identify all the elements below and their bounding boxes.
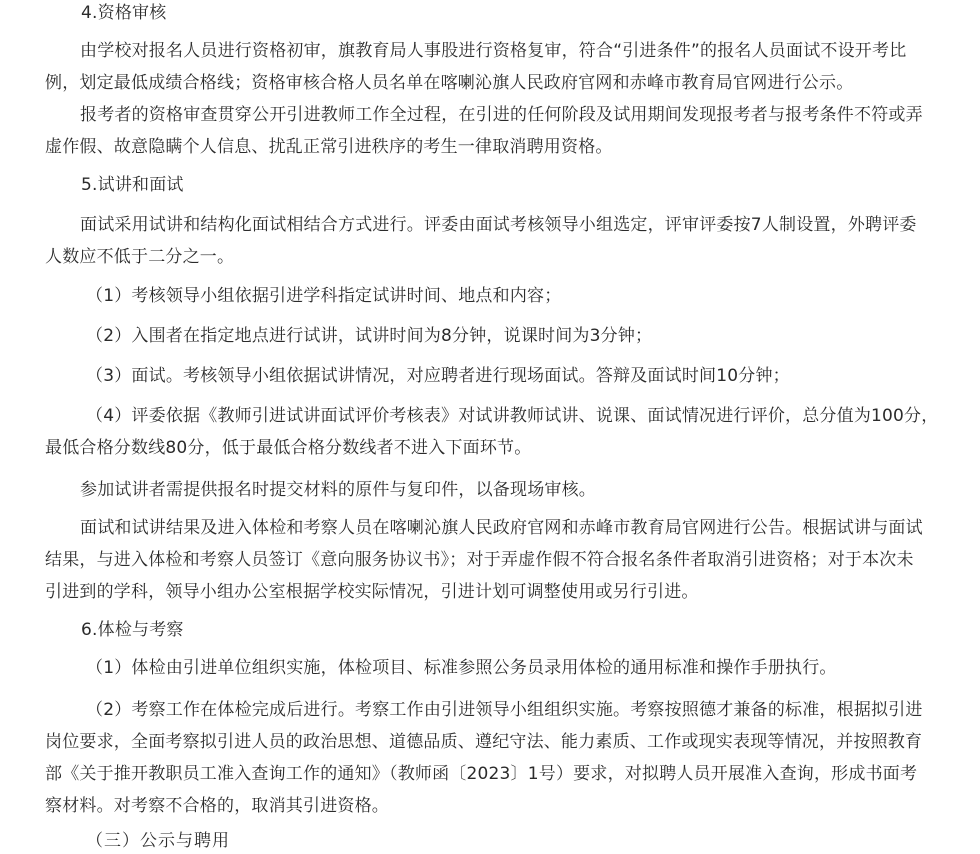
section-4-heading: 4.资格审核 [81, 3, 167, 23]
list-item: （4）评委依据《教师引进试讲面试评价考核表》对试讲教师试讲、说课、面试情况进行评价，总分值为100分， [86, 406, 939, 426]
paragraph-line: 岗位要求，全面考察拟引进人员的政治思想、道德品质、遵纪守法、能力素质、工作或现实表现等情况，并按照教育 [45, 732, 923, 752]
paragraph-line: 由学校对报名人员进行资格初审，旗教育局人事股进行资格复审，符合“引进条件”的报名人员面试不设开考比 [80, 41, 907, 61]
paragraph-line: 面试采用试讲和结构化面试相结合方式进行。评委由面试考核领导小组选定，评审评委按7人制设置，外聘评委 [80, 215, 917, 235]
section-3-heading: （三）公示与聘用 [86, 831, 230, 851]
paragraph-line: 引进到的学科，领导小组办公室根据学校实际情况，引进计划可调整使用或另行引进。 [45, 582, 699, 602]
list-item: （2）入围者在指定地点进行试讲，试讲时间为8分钟，说课时间为3分钟； [86, 326, 653, 346]
section-6-heading: 6.体检与考察 [81, 620, 184, 640]
paragraph-line: 面试和试讲结果及进入体检和考察人员在喀喇沁旗人民政府官网和赤峰市教育局官网进行公告。根据试讲与面试 [80, 518, 923, 538]
paragraph-line: 人数应不低于二分之一。 [45, 247, 235, 267]
list-item: （3）面试。考核领导小组依据试讲情况，对应聘者进行现场面试。答辩及面试时间10分钟； [86, 366, 790, 386]
list-item: （1）考核领导小组依据引进学科指定试讲时间、地点和内容； [86, 286, 562, 306]
list-item: （1）体检由引进单位组织实施，体检项目、标准参照公务员录用体检的通用标准和操作手册执行。 [86, 658, 837, 678]
paragraph-line: 结果，与进入体检和考察人员签订《意向服务协议书》；对于弄虚作假不符合报名条件者取消引进资格；对于本次未 [45, 550, 914, 570]
paragraph-line: 察材料。对考察不合格的，取消其引进资格。 [45, 796, 389, 816]
paragraph-line: 例，划定最低成绩合格线；资格审核合格人员名单在喀喇沁旗人民政府官网和赤峰市教育局官网进行公示。 [45, 73, 854, 93]
paragraph-line: 部《关于推开教职员工准入查询工作的通知》（教师函〔2023〕1号）要求，对拟聘人员开展准入查询，形成书面考 [45, 764, 918, 784]
paragraph-line: 参加试讲者需提供报名时提交材料的原件与复印件，以备现场审核。 [80, 480, 596, 500]
paragraph-line: 虚作假、故意隐瞒个人信息、扰乱正常引进秩序的考生一律取消聘用资格。 [45, 137, 613, 157]
list-item: （2）考察工作在体检完成后进行。考察工作由引进领导小组组织实施。考察按照德才兼备的标准，根据拟引进 [86, 700, 923, 720]
section-5-heading: 5.试讲和面试 [81, 175, 184, 195]
paragraph-line: 最低合格分数线80分，低于最低合格分数线者不进入下面环节。 [45, 438, 532, 458]
paragraph-line: 报考者的资格审查贯穿公开引进教师工作全过程，在引进的任何阶段及试用期间发现报考者与报考条件不符或弄 [80, 105, 923, 125]
